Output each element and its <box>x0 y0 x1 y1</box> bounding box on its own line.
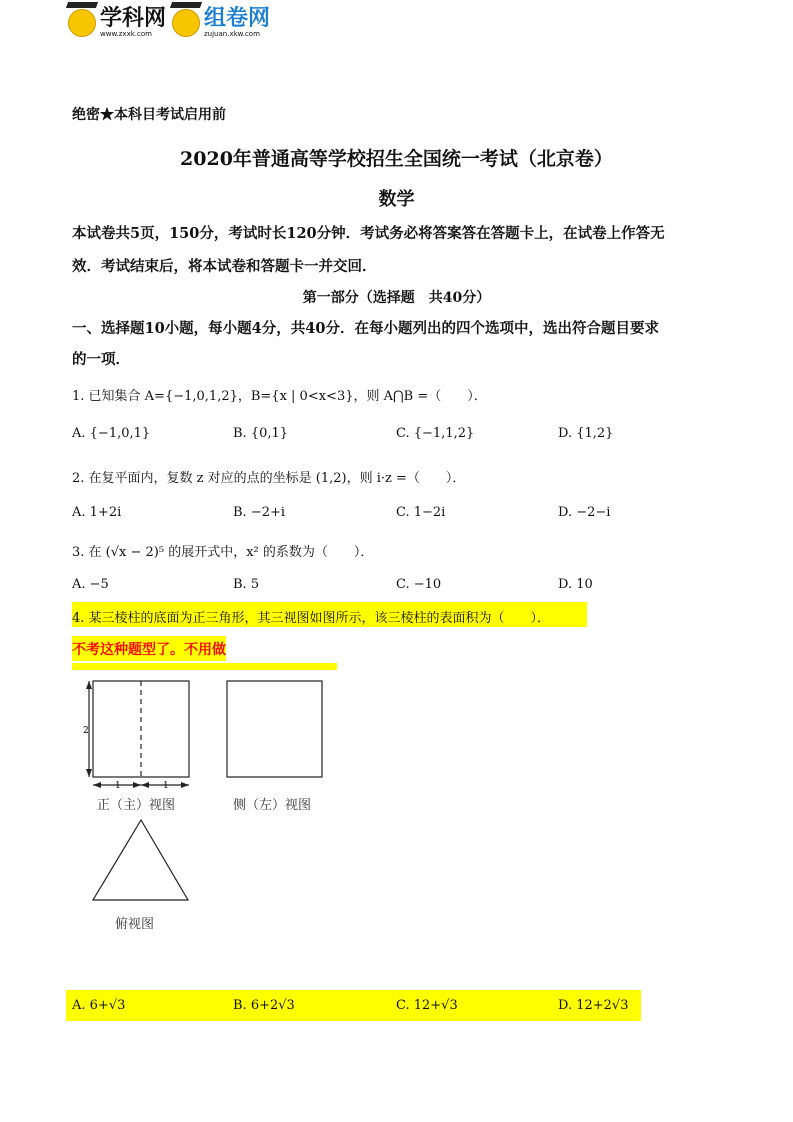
three-view-figure <box>75 675 345 940</box>
question-3: 3. 在 (√x − 2)⁵ 的展开式中，x² 的系数为（ ）． <box>72 545 374 560</box>
zujuan-logo <box>172 8 270 38</box>
logo-url: zujuan.xkw.com <box>204 30 260 38</box>
top-view-label: 俯视图 <box>115 917 155 932</box>
secret-label: 绝密★本科目考试启用前 <box>72 107 226 123</box>
front-view-label: 正（主）视图 <box>97 798 176 813</box>
option: B. 6+2√3 <box>233 998 295 1013</box>
option: D. 10 <box>558 577 593 592</box>
part-heading: 第一部分（选择题 共40分） <box>302 290 491 306</box>
side-view-rect <box>227 681 322 777</box>
dim-label: 2 <box>83 726 89 736</box>
highlight-bar <box>72 663 337 670</box>
zxxk-logo <box>68 8 166 38</box>
dim-label: 1 <box>115 781 121 791</box>
top-view-triangle <box>93 820 188 900</box>
question-2: 2. 在复平面内，复数 z 对应的点的坐标是 (1,2)，则 i·z =（ ）． <box>72 471 466 486</box>
option: B. 5 <box>233 577 260 592</box>
question-1: 1. 已知集合 A={−1,0,1,2}，B={x | 0<x<3}，则 A⋂B =（ ）． <box>72 389 487 404</box>
option: A. 1+2i <box>72 505 122 520</box>
note-text: 不考这种题型了。不用做 <box>72 642 226 658</box>
question-4: 4. 某三棱柱的底面为正三角形，其三视图如图所示，该三棱柱的表面积为（ ）． <box>72 611 551 626</box>
section-line: 的一项． <box>72 351 130 368</box>
subject-title: 数学 <box>378 189 415 210</box>
dim-label: 1 <box>163 781 169 791</box>
option: D. 12+2√3 <box>558 998 629 1013</box>
mascot-icon <box>68 9 96 37</box>
option: D. −2−i <box>558 505 611 520</box>
option: C. 12+√3 <box>396 998 458 1013</box>
option: A. 6+√3 <box>72 998 126 1013</box>
logo-text: 学科网 <box>100 6 167 31</box>
option: A. {−1,0,1} <box>72 426 151 441</box>
option: A. −5 <box>72 577 109 592</box>
highlight <box>66 990 641 1021</box>
intro-line: 本试卷共5页，150分，考试时长120分钟．考试务必将答案答在答题卡上，在试卷上作答无 <box>72 225 665 242</box>
logo-text: 组卷网 <box>204 6 271 31</box>
logo-url: www.zxxk.com <box>100 30 152 38</box>
mascot-icon <box>172 9 200 37</box>
exam-title: 2020年普通高等学校招生全国统一考试（北京卷） <box>180 148 613 170</box>
intro-line: 效．考试结束后，将本试卷和答题卡一并交回． <box>72 258 377 275</box>
option: C. −10 <box>396 577 442 592</box>
option: C. {−1,1,2} <box>396 426 475 441</box>
option: B. {0,1} <box>233 426 289 441</box>
option: B. −2+i <box>233 505 286 520</box>
side-view-label: 侧（左）视图 <box>233 798 312 813</box>
option: D. {1,2} <box>558 426 614 441</box>
section-line: 一、选择题10小题，每小题4分，共40分．在每小题列出的四个选项中，选出符合题目要求 <box>72 320 659 337</box>
option: C. 1−2i <box>396 505 446 520</box>
